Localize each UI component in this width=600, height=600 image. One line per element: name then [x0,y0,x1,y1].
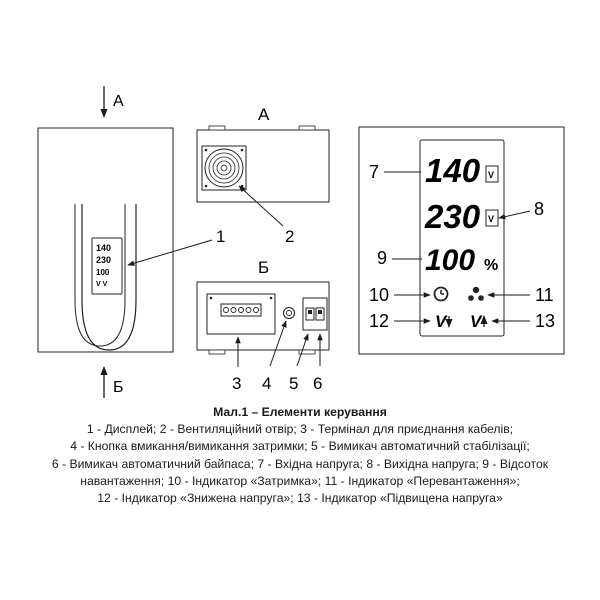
callout-6-number: 6 [313,374,323,393]
callout-2-number: 2 [285,227,295,246]
caption-line: 6 - Вимикач автоматичний байпаса; 7 - Вхідна напруга; 8 - Вихідна напруга; 9 - Відсоток [51,456,549,471]
caption-title: Мал.1 – Елементи керування [213,405,387,419]
top-tab-right [299,126,315,130]
front-display-output: 230 [96,255,112,265]
top-view-a [197,105,329,246]
callout-3-number: 3 [232,374,242,393]
view-a-title: А [258,105,270,124]
top-tab-left [209,126,225,130]
front-display-indicators: V V [96,281,108,288]
vent-outer-ring [205,149,243,187]
terminal-mount-hole [270,297,273,300]
callout-7-number: 7 [369,162,380,182]
figure-caption [10,404,590,507]
callout-10-number: 10 [369,285,390,305]
stabilization-breaker-lever [308,310,312,314]
callout-8-number: 8 [534,199,545,219]
vent-screw [241,149,244,152]
callout-9-number: 9 [377,248,388,268]
view-a-arrow-label: А [113,93,124,110]
bottom-view-b [197,258,329,393]
display-detail [359,127,564,354]
callout-5-number: 5 [289,374,299,393]
input-voltage-readout: 140 [425,152,481,189]
output-voltage-readout: 230 [425,198,481,235]
bottom-tab-left [209,350,225,354]
input-voltage-unit-icon: V [488,170,495,180]
bypass-breaker-lever [318,310,322,314]
callout-11-number: 11 [535,285,554,305]
caption-line: 12 - Індикатор «Знижена напруга»; 13 - Індикатор «Підвищена напруга» [97,491,503,506]
callout-4-number: 4 [262,374,272,393]
front-display-input: 140 [96,243,112,253]
high-voltage-icon: V [470,312,482,331]
load-percent-sign: % [484,257,499,274]
low-voltage-icon: V [435,312,447,331]
vent-screw [205,185,208,188]
vent-screw [241,185,244,188]
caption-line: навантаження; 10 - Індикатор «Затримка»; 11 - Індикатор «Перевантаження»; [80,473,520,488]
terminal-block [221,304,261,316]
view-b-title: Б [258,258,270,277]
callout-13-number: 13 [535,311,556,331]
output-voltage-unit-icon: V [488,214,495,224]
callout-1-number: 1 [216,227,226,246]
caption-line: 4 - Кнопка вмикання/вимикання затримки; 5 - Вимикач автоматичний стабілізації; [70,439,530,454]
load-percent-readout: 100 [425,244,476,277]
terminal-mount-hole [210,297,213,300]
caption-line: 1 - Дисплей; 2 - Вентиляційний отвір; 3 - Термінал для приєднання кабелів; [86,422,514,437]
vent-screw [205,149,208,152]
front-display-load: 100 [96,268,110,277]
delay-button [284,308,295,319]
view-b-arrow-label: Б [113,379,124,396]
callout-12-number: 12 [369,311,390,331]
